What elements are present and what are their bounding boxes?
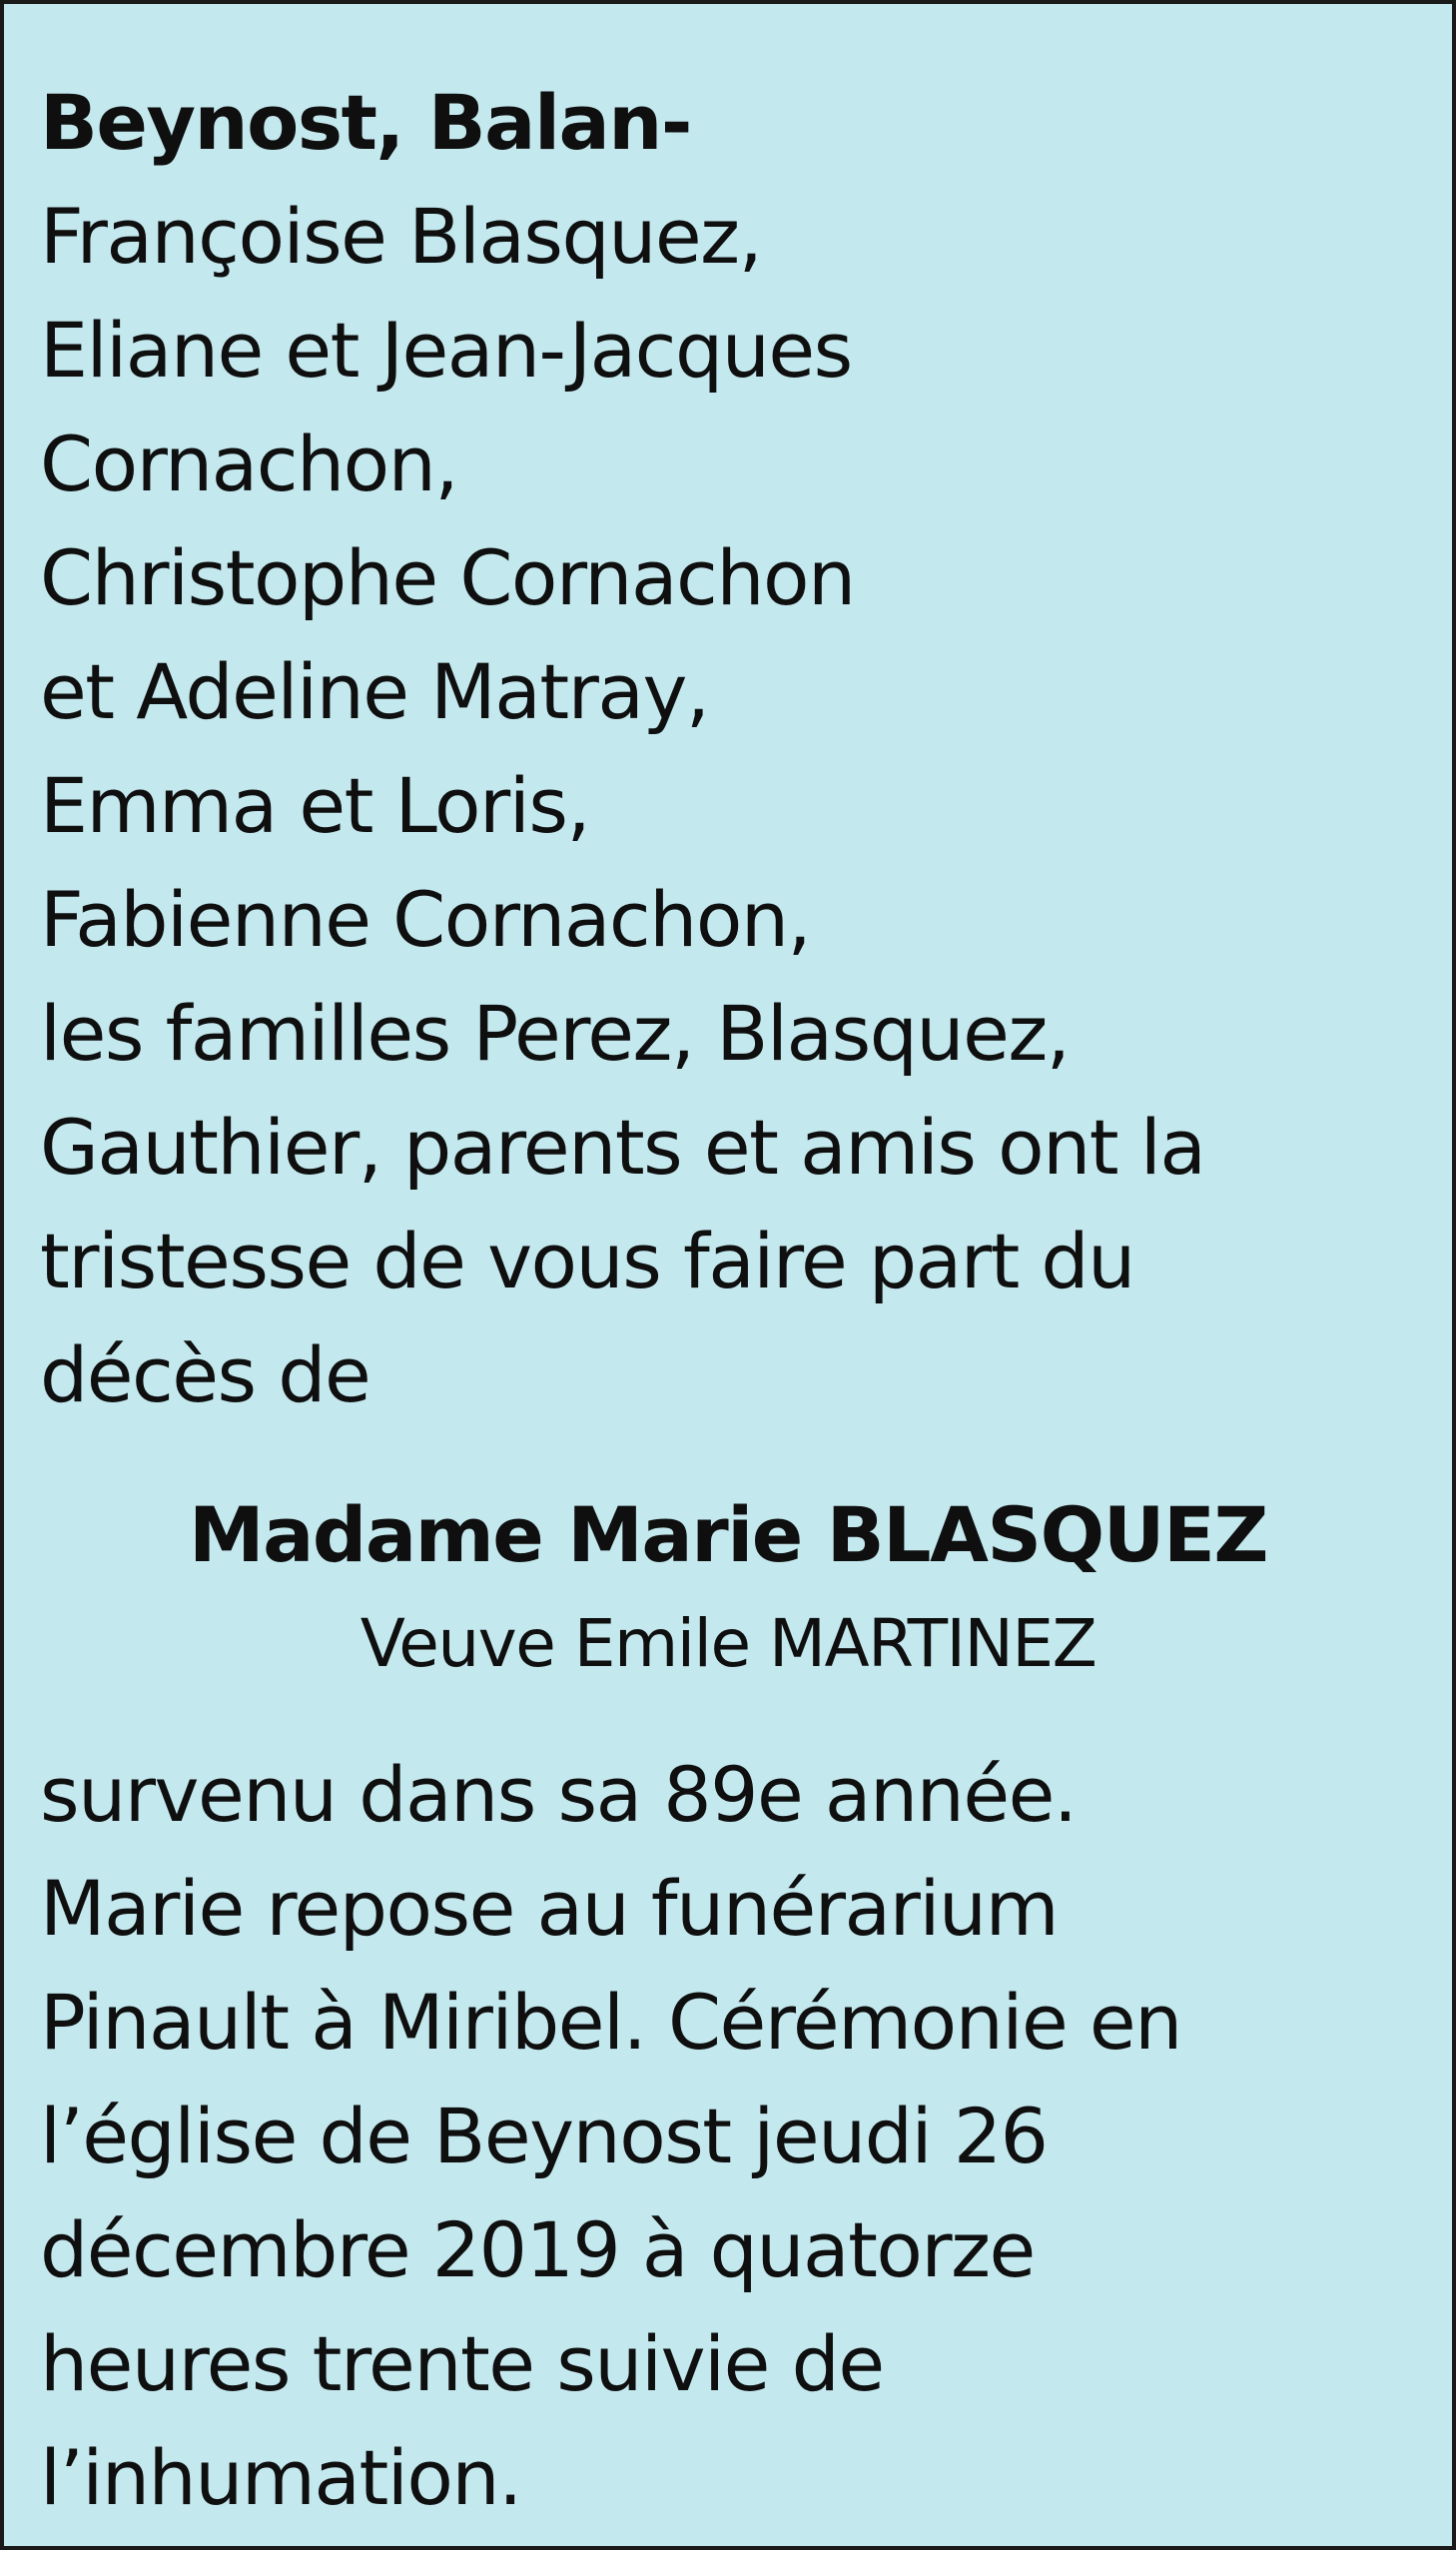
deceased-block: [4, 1480, 1452, 1698]
announcement-block: [40, 66, 1432, 1432]
details-line: Pinault à Miribel. Cérémonie en: [40, 1978, 1181, 2067]
family-line: Eliane et Jean-Jacques: [40, 306, 852, 395]
family-line: décès de: [40, 1330, 370, 1419]
family-line: et Adeline Matray,: [40, 647, 709, 736]
details-line: l’inhumation.: [40, 2433, 521, 2522]
deceased-name: Madame Marie BLASQUEZ: [189, 1490, 1267, 1579]
details-line: heures trente suivie de: [40, 2319, 884, 2408]
family-line: Christophe Cornachon: [40, 533, 855, 622]
family-line: Fabienne Cornachon,: [40, 875, 811, 964]
family-line: Gauthier, parents et amis ont la: [40, 1103, 1205, 1192]
family-line: tristesse de vous faire part du: [40, 1217, 1134, 1305]
deceased-subtitle: Veuve Emile MARTINEZ: [360, 1605, 1096, 1682]
details-block: [40, 1738, 1432, 2535]
location-heading: Beynost, Balan-: [40, 78, 691, 167]
details-line: survenu dans sa 89e année.: [40, 1750, 1077, 1839]
details-line: l’église de Beynost jeudi 26: [40, 2092, 1048, 2180]
family-line: Cornachon,: [40, 420, 457, 508]
family-line: Emma et Loris,: [40, 761, 590, 850]
details-line: décembre 2019 à quatorze: [40, 2205, 1035, 2294]
family-line: les familles Perez, Blasquez,: [40, 989, 1070, 1078]
family-line: Françoise Blasquez,: [40, 192, 762, 281]
details-line: Marie repose au funérarium: [40, 1864, 1059, 1953]
